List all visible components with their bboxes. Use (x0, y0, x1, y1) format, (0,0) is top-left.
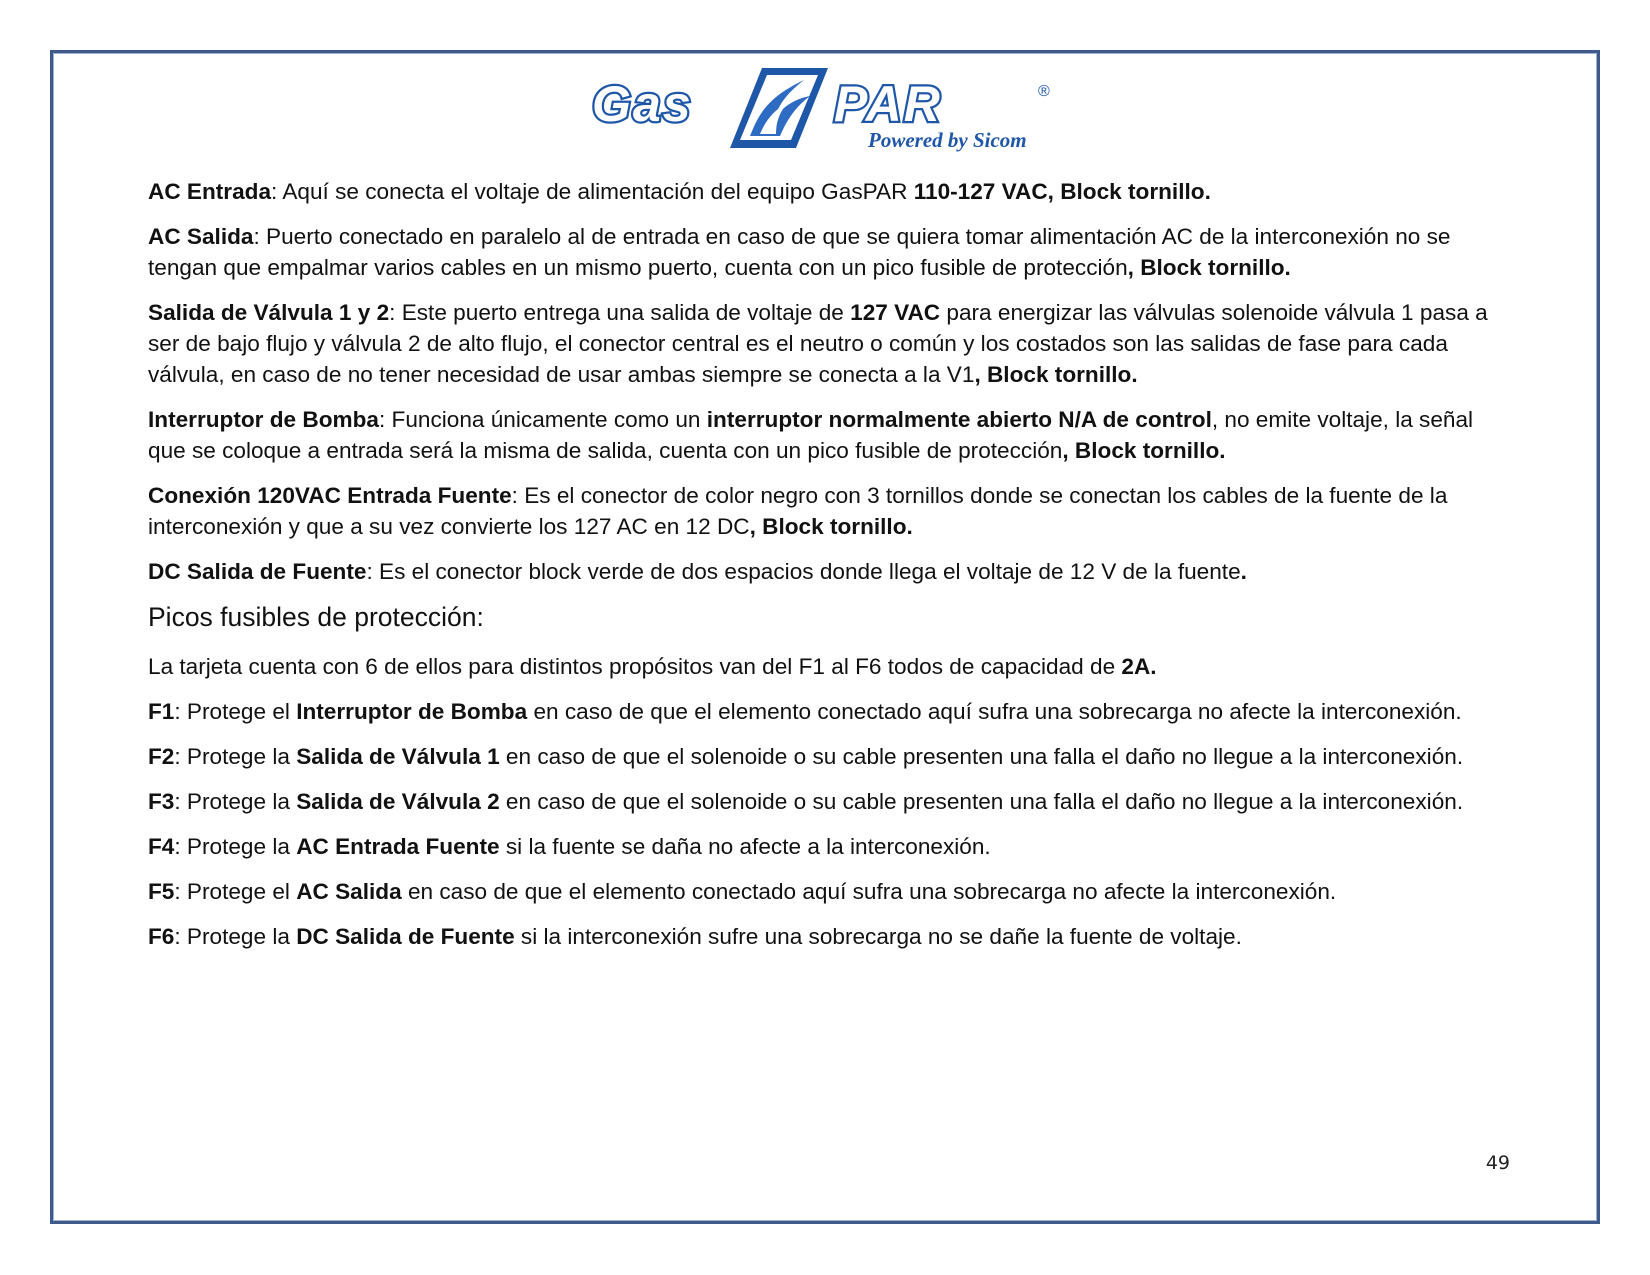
document-body (148, 176, 1502, 966)
bold-term: , Block tornillo. (974, 362, 1138, 387)
bold-term: . (1240, 559, 1247, 584)
bold-term: F4 (148, 834, 175, 859)
bold-term: AC Entrada Fuente (296, 834, 500, 859)
text-run: en caso de que el solenoide o su cable presenten una falla el daño no llegue a la interconexión. (499, 789, 1464, 814)
gaspar-logo (590, 58, 1060, 153)
text-run: : Protege el (174, 879, 297, 904)
text-run: : Es el conector block verde de dos espacios donde llega el voltaje de 12 V de la fuente (366, 559, 1241, 584)
bold-term: AC Salida (148, 224, 254, 249)
text-run: : Este puerto entrega una salida de voltaje de (389, 300, 851, 325)
text-run: en caso de que el elemento conectado aquí sufra una sobrecarga no afecte la interconexión. (527, 699, 1462, 724)
fuse-paragraph (148, 876, 1502, 907)
bold-term: DC Salida de Fuente (148, 559, 367, 584)
logo-wordmark-right: PAR (834, 76, 942, 132)
fuse-intro-paragraph (148, 651, 1502, 682)
connector-paragraph (148, 221, 1502, 283)
text-run: : Funciona únicamente como un (378, 407, 707, 432)
text-run: : Protege el (174, 699, 297, 724)
bold-term: interruptor normalmente abierto N/A de control (706, 407, 1212, 432)
bold-term: Salida de Válvula 2 (296, 789, 500, 814)
bold-term: , Block tornillo. (1062, 438, 1226, 463)
text-run: para energizar las válvulas solenoide válvula 1 pasa a ser de bajo flujo y válvula 2 de alto flujo, el conector central es el neutro o común y los costados son las salidas de fase para cada válvula, en caso de no tener necesidad de usar ambas siempre se conecta a la V1 (148, 300, 1488, 387)
fuse-paragraph (148, 786, 1502, 817)
connector-paragraph (148, 176, 1502, 207)
logo-registered-mark: ® (1038, 83, 1050, 100)
bold-term: Salida de Válvula 1 y 2 (148, 300, 390, 325)
connector-paragraph (148, 404, 1502, 466)
bold-term: F5 (148, 879, 175, 904)
page-number: 49 (1485, 1152, 1510, 1174)
bold-term: F6 (148, 924, 175, 949)
text-run: , no emite voltaje, la señal que se coloque a entrada será la misma de salida, cuenta con un pico fusible de protección (148, 407, 1474, 463)
text-run: en caso de que el solenoide o su cable presenten una falla el daño no llegue a la interconexión. (499, 744, 1464, 769)
bold-term: Interruptor de Bomba (148, 407, 379, 432)
connector-paragraph (148, 297, 1502, 390)
connector-descriptions (148, 176, 1502, 587)
fuse-paragraph (148, 831, 1502, 862)
text-run: : Protege la (174, 789, 297, 814)
bold-term: 110-127 VAC, Block tornillo. (913, 179, 1211, 204)
bold-term: DC Salida de Fuente (296, 924, 515, 949)
bold-term: Conexión 120VAC Entrada Fuente (148, 483, 512, 508)
text-run: : Puerto conectado en paralelo al de entrada en caso de que se quiera tomar alimentación AC de la interconexión no se tengan que empalmar varios cables en un mismo puerto, cuenta con un pico fusible de protección (148, 224, 1451, 280)
connector-paragraph (148, 480, 1502, 542)
text-run: si la interconexión sufre una sobrecarga no se dañe la fuente de voltaje. (514, 924, 1242, 949)
flame-emblem-icon (730, 68, 828, 148)
bold-term: 2A. (1121, 654, 1157, 679)
bold-term: , Block tornillo. (749, 514, 913, 539)
connector-paragraph (148, 556, 1502, 587)
logo-tagline: Powered by Sicom (868, 128, 1027, 152)
logo-wordmark-left: Gas (592, 76, 693, 132)
bold-term: Salida de Válvula 1 (296, 744, 500, 769)
fuse-paragraph (148, 921, 1502, 952)
bold-term: AC Salida (296, 879, 402, 904)
text-run: : Aquí se conecta el voltaje de alimentación del equipo GasPAR (271, 179, 914, 204)
text-run: : Protege la (174, 744, 297, 769)
fuse-paragraph (148, 696, 1502, 727)
bold-term: , Block tornillo. (1127, 255, 1291, 280)
text-run: La tarjeta cuenta con 6 de ellos para distintos propósitos van del F1 al F6 todos de capacidad de (148, 654, 1122, 679)
bold-term: F2 (148, 744, 175, 769)
bold-term: Interruptor de Bomba (296, 699, 528, 724)
section-heading: Picos fusibles de protección: (148, 602, 484, 632)
bold-term: F3 (148, 789, 175, 814)
bold-term: AC Entrada (148, 179, 272, 204)
bold-term: 127 VAC (850, 300, 941, 325)
fuse-paragraph (148, 741, 1502, 772)
text-run: si la fuente se daña no afecte a la interconexión. (499, 834, 991, 859)
text-run: : Es el conector de color negro con 3 tornillos donde se conectan los cables de la fuente de la interconexión y que a su vez convierte los 127 AC en 12 DC (148, 483, 1448, 539)
text-run: en caso de que el elemento conectado aquí sufra una sobrecarga no afecte la interconexión. (401, 879, 1337, 904)
bold-term: F1 (148, 699, 175, 724)
fuse-descriptions (148, 696, 1502, 952)
text-run: : Protege la (174, 834, 297, 859)
text-run: : Protege la (174, 924, 297, 949)
